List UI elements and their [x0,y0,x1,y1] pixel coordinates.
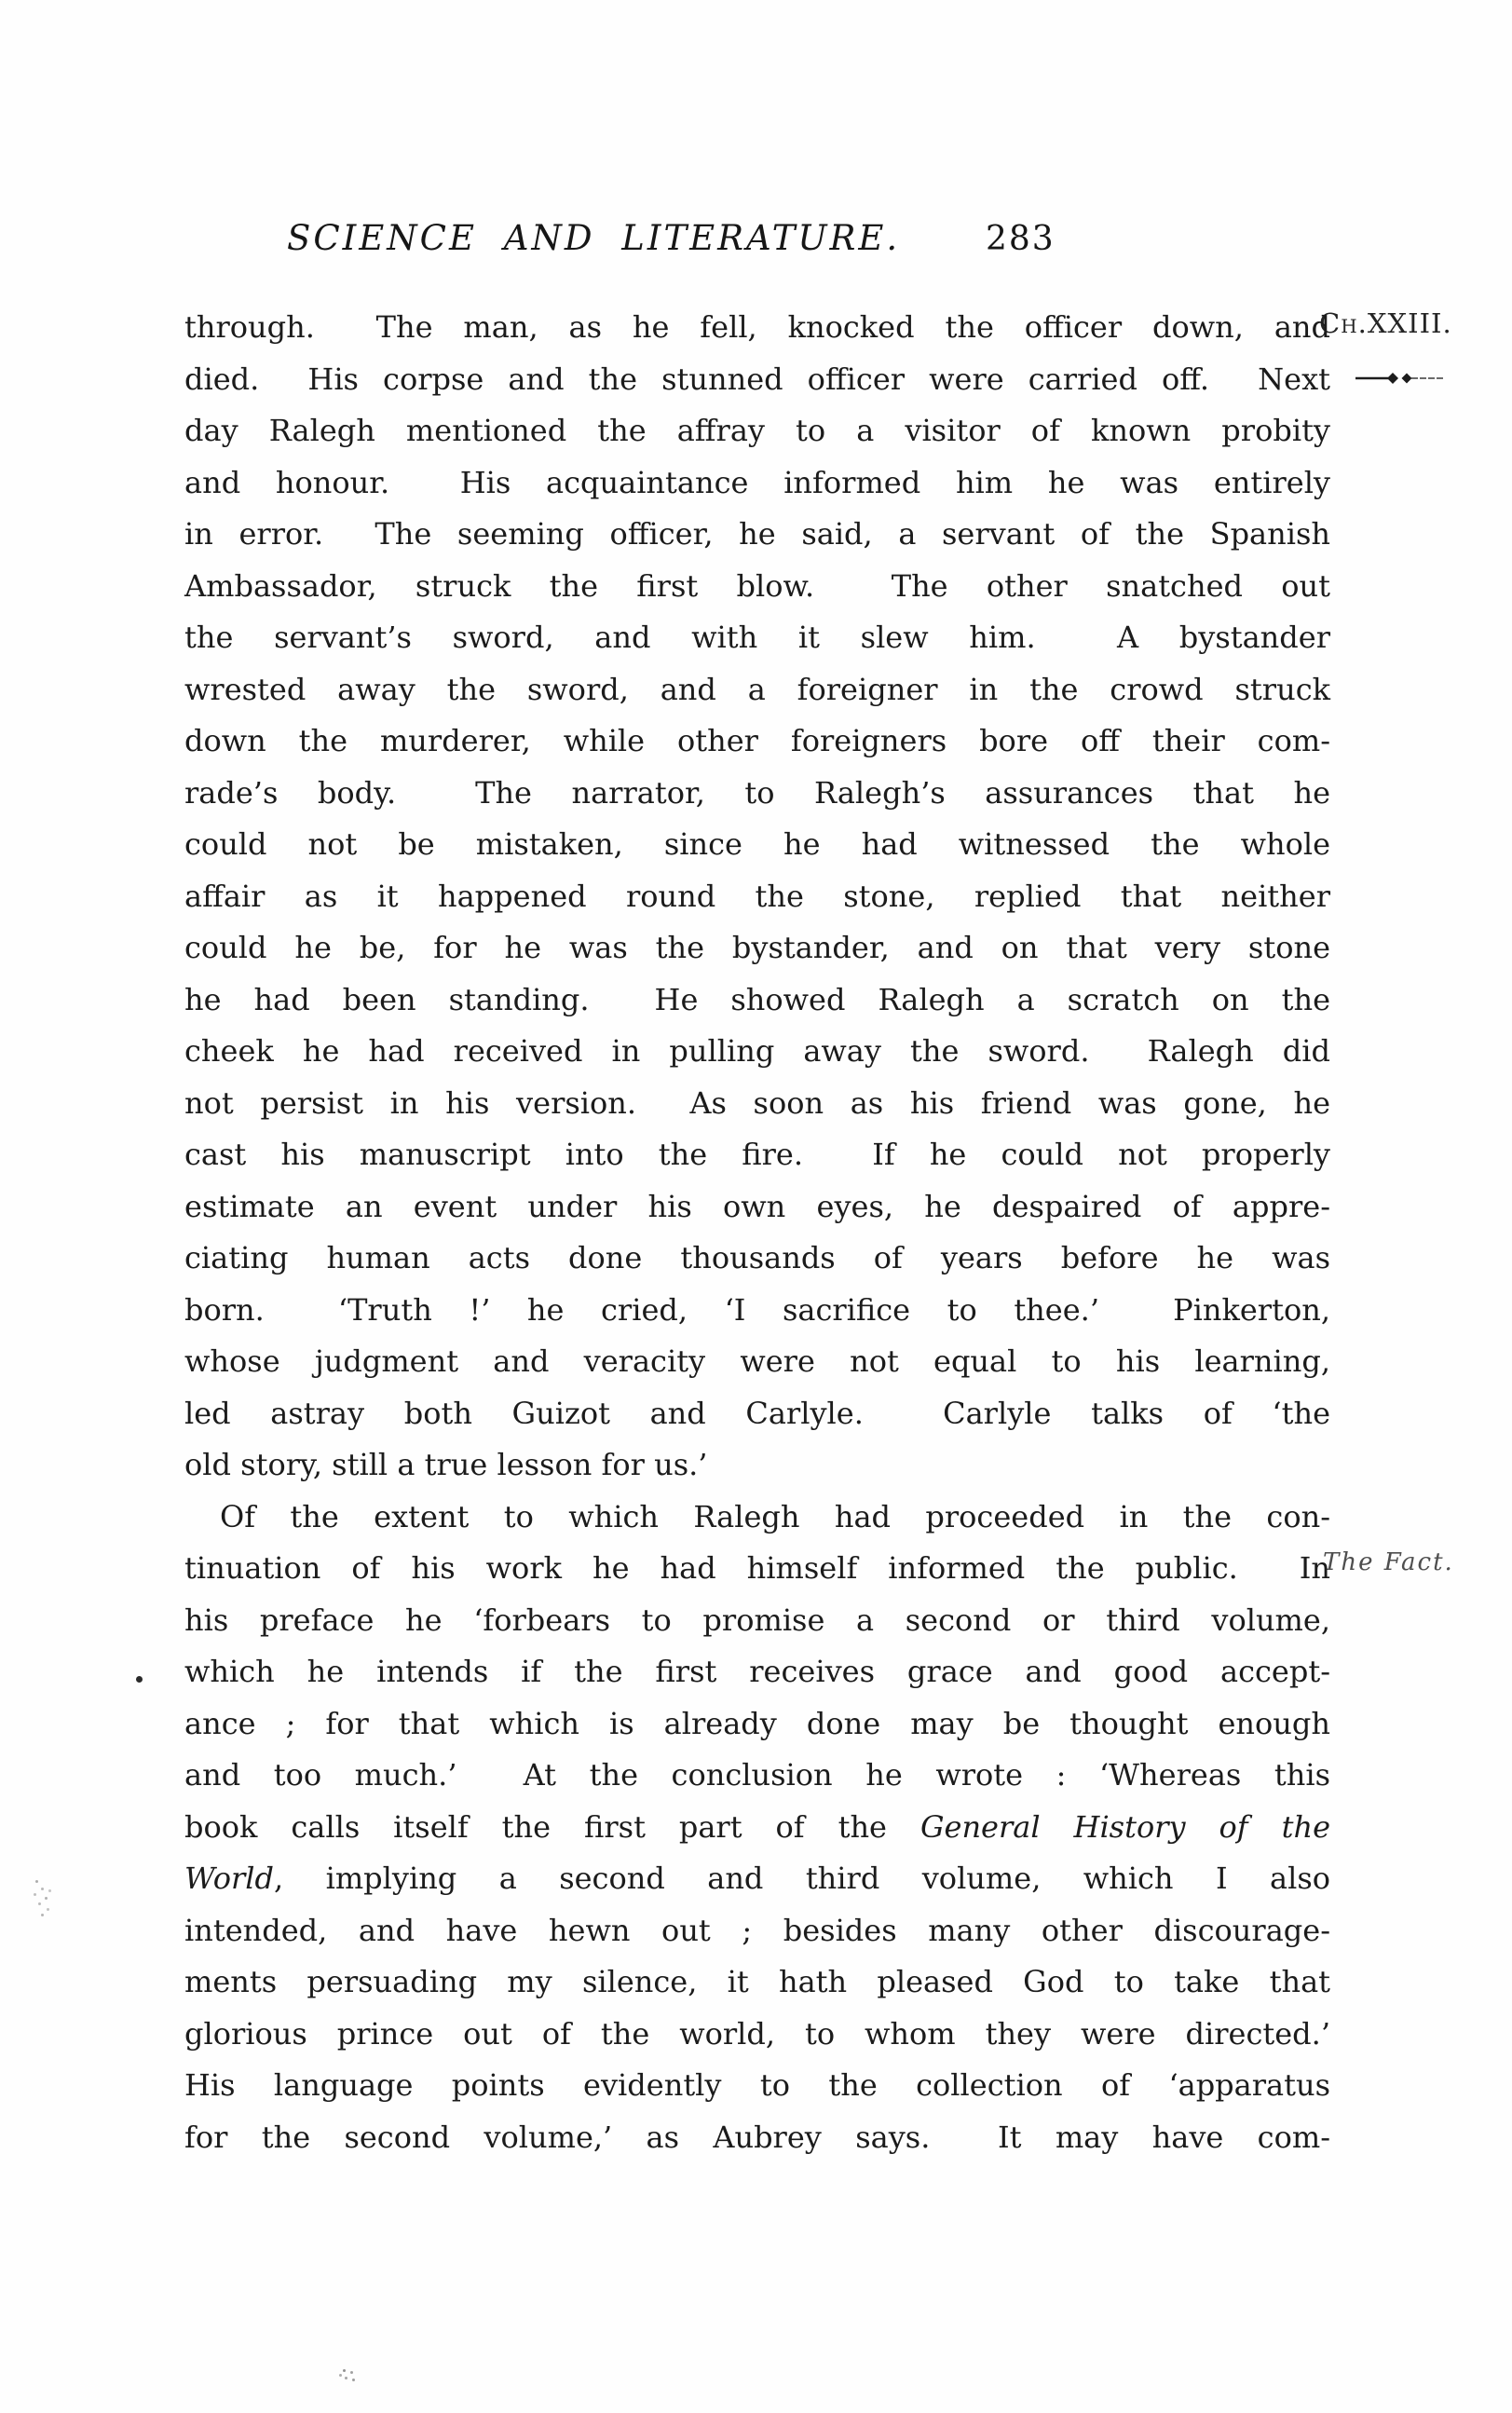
body-line-segment: ciating human acts done thousands of years before he was [184,1240,1330,1275]
body-line [184,1078,1330,1130]
body-line-segment: born. ‘Truth !’ he cried, ‘I sacrifice to thee.’ Pinkerton, [184,1291,1330,1328]
body-line [184,1646,1330,1698]
sidenote-chapter: Ch.XXIII. [1319,307,1452,339]
body-line [184,1595,1330,1647]
body-line-segment: his preface he ‘forbears to promise a second or third volume, [184,1602,1330,1638]
body-line [184,2060,1330,2112]
body-line-segment: died. His corpse and the stunned officer were carried off. Next [184,361,1330,397]
scan-artifact-dot [136,1676,143,1683]
body-line-segment: old story, still a true lesson for us.’ [184,1447,708,1482]
sidenote-topic: The Fact. [1323,1548,1454,1576]
body-line [184,871,1330,923]
body-line-segment: day Ralegh mentioned the affray to a visitor of known probity [184,413,1330,448]
body-line-segment: His language points evidently to the collection of ‘apparatus [184,2067,1330,2103]
body-line-segment: cast his manuscript into the fire. If he could not properly [184,1137,1330,1172]
body-line-segment: Of the extent to which Ralegh had proceeded in the con- [220,1498,1330,1534]
body-line [184,1439,1330,1492]
body-line-segment: in error. The seeming officer, he said, a servant of the Spanish [184,516,1330,552]
scan-artifact-speckles [343,2369,346,2372]
body-line-segment: down the murderer, while other foreigners bore off their com- [184,723,1330,758]
body-line-segment: led astray both Guizot and Carlyle. Carlyle talks of ‘the [184,1395,1330,1431]
body-line-segment: and honour. His acquaintance informed him he was entirely [184,464,1330,500]
body-text [184,302,1330,2163]
body-line-segment: , implying a second and third volume, which I also [274,1861,1330,1896]
page-number: 283 [986,220,1056,258]
body-line-segment: wrested away the sword, and a foreigner in the crowd struck [184,671,1330,707]
body-line-segment: and too much.’ At the conclusion he wrote : ‘Whereas this [184,1757,1330,1793]
body-line [184,1802,1330,1854]
body-line [184,509,1330,561]
body-line [184,302,1330,354]
body-line [184,612,1330,664]
body-line [184,1181,1330,1234]
body-line-segment: which he intends if the first receives grace and good accept- [184,1654,1330,1689]
body-line-segment: the servant’s sword, and with it slew him. A bystander [184,620,1330,655]
body-line-segment: intended, and have hewn out ; besides many other discourage- [184,1912,1330,1948]
body-line-segment: estimate an event under his own eyes, he despaired of appre- [184,1188,1330,1224]
body-line [184,457,1330,510]
body-line [184,1543,1330,1595]
body-line [184,1492,1330,1544]
body-line [184,768,1330,820]
body-line-segment: could he be, for he was the bystander, and on that very stone [184,930,1330,965]
body-line-segment: ments persuading my silence, it hath pleased God to take that [184,1964,1330,1999]
body-line-segment: whose judgment and veracity were not equal to his learning, [184,1343,1330,1379]
body-line [184,1336,1330,1388]
body-line [184,1388,1330,1440]
rule-with-two-diamonds-icon [1355,371,1445,386]
body-line-segment: he had been standing. He showed Ralegh a scratch on the [184,981,1330,1017]
body-line-italic-segment: General History of the [919,1808,1331,1845]
body-line [184,1853,1330,1905]
body-line [184,1905,1330,1957]
body-line-segment: affair as it happened round the stone, replied that neither [184,878,1330,914]
body-line-segment: ance ; for that which is already done may be thought enough [184,1705,1330,1741]
body-line [184,1956,1330,2009]
body-line [184,716,1330,768]
body-line [184,405,1330,457]
body-line [184,1129,1330,1181]
body-line [184,922,1330,975]
body-line-segment: book calls itself the first part of the [184,1808,920,1845]
body-line-segment: glorious prince out of the world, to whom they were directed.’ [184,2015,1330,2052]
body-line-segment: rade’s body. The narrator, to Ralegh’s assurances that he [184,774,1330,811]
body-line-segment: Ambassador, struck the first blow. The other snatched out [184,567,1330,604]
body-line [184,1750,1330,1802]
body-line [184,975,1330,1027]
body-line-segment: cheek he had received in pulling away the sword. Ralegh did [184,1033,1330,1069]
scan-artifact-speckles [35,1880,38,1883]
body-line-segment: for the second volume,’ as Aubrey says. It may have com- [184,2119,1330,2155]
body-line [184,664,1330,716]
body-line [184,561,1330,613]
body-line [184,1026,1330,1078]
body-line [184,2112,1330,2164]
body-line [184,354,1330,406]
body-line [184,2009,1330,2061]
body-line [184,1233,1330,1285]
body-line [184,1285,1330,1337]
body-line-segment: not persist in his version. As soon as his friend was gone, he [184,1084,1330,1121]
body-line [184,819,1330,871]
body-line-segment: through. The man, as he fell, knocked the officer down, and [184,309,1330,345]
body-line-segment: tinuation of his work he had himself informed the public. In [184,1550,1330,1586]
body-line-italic-segment: World [184,1861,274,1896]
body-line-segment: could not be mistaken, since he had witnessed the whole [184,826,1330,862]
body-line [184,1698,1330,1751]
running-title: SCIENCE AND LITERATURE. [287,218,901,258]
